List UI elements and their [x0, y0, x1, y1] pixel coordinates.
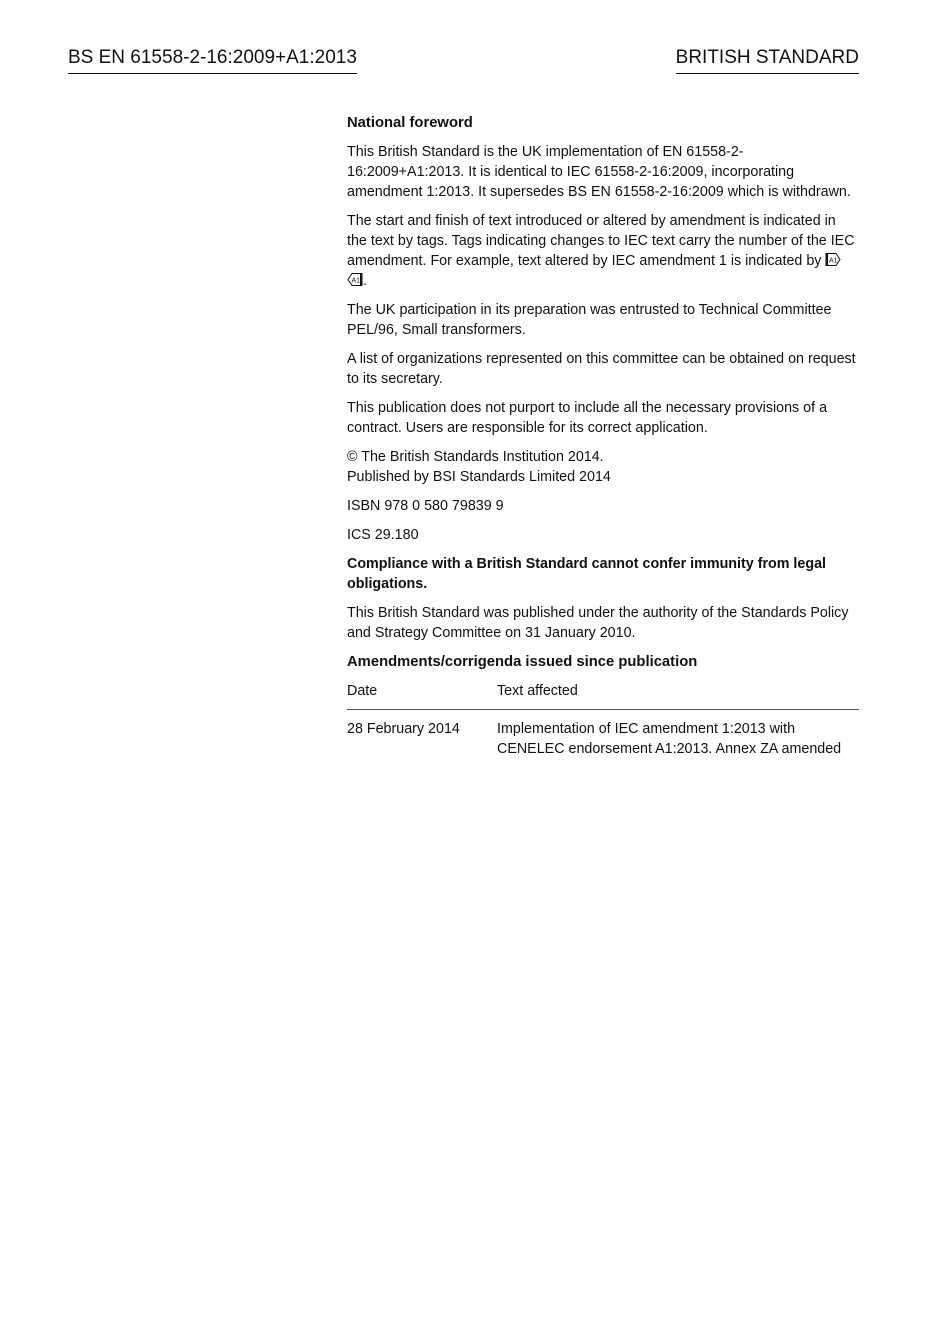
ics-code: ICS 29.180 [347, 527, 419, 543]
authority-paragraph: This British Standard was published under the authority of the Standards Policy and Strategy Committee on 31 January 2010. [347, 605, 849, 641]
implementation-paragraph: This British Standard is the UK implementation of EN 61558-2-16:2009+A1:2013. It is identical to IEC 61558-2-16:2009, incorporating amendment 1:2013. It supersedes BS EN 61558-2-16:2009 which is withdrawn. [347, 144, 851, 200]
tag-label: A1 [351, 277, 361, 285]
organizations-paragraph: A list of organizations represented on this committee can be obtained on request to its secretary. [347, 351, 856, 387]
amendment-tags-period: . [363, 273, 367, 289]
table-row [347, 710, 859, 760]
tag-label: A1 [829, 257, 838, 265]
copyright-block [347, 447, 859, 487]
amendment-start-tag-icon [825, 253, 841, 266]
publisher-line: Published by BSI Standards Limited 2014 [347, 469, 611, 485]
committee-paragraph: The UK participation in its preparation was entrusted to Technical Committee PEL/96, Small transformers. [347, 302, 832, 338]
amendment-end-tag-icon [347, 273, 363, 286]
amendment-tags-text: The start and finish of text introduced or altered by amendment is indicated in the text by tags. Tags indicating changes to IEC text carry the number of the IEC amendment. For example, text altered by IEC amendment 1 is indicated by [347, 213, 855, 269]
amendment-tags-paragraph [347, 211, 859, 291]
column-header-text-affected: Text affected [497, 681, 859, 710]
column-header-date: Date [347, 681, 497, 710]
document-identifier: BS EN 61558-2-16:2009+A1:2013 [68, 46, 357, 74]
section-title: National foreword [347, 115, 473, 131]
copyright-line: © The British Standards Institution 2014. [347, 449, 604, 465]
table-header-row [347, 681, 859, 710]
amendment-date: 28 February 2014 [347, 721, 460, 737]
compliance-statement: Compliance with a British Standard cannot confer immunity from legal obligations. [347, 556, 827, 592]
running-head-title: BRITISH STANDARD [676, 46, 859, 74]
amendments-title: Amendments/corrigenda issued since publication [347, 654, 698, 670]
isbn: ISBN 978 0 580 79839 9 [347, 498, 504, 514]
amendments-table [347, 681, 859, 759]
amendment-text: Implementation of IEC amendment 1:2013 with CENELEC endorsement A1:2013. Annex ZA amended [497, 721, 842, 757]
provisions-paragraph: This publication does not purport to include all the necessary provisions of a contract. Users are responsible for its correct application. [347, 400, 828, 436]
national-foreword [347, 113, 859, 759]
